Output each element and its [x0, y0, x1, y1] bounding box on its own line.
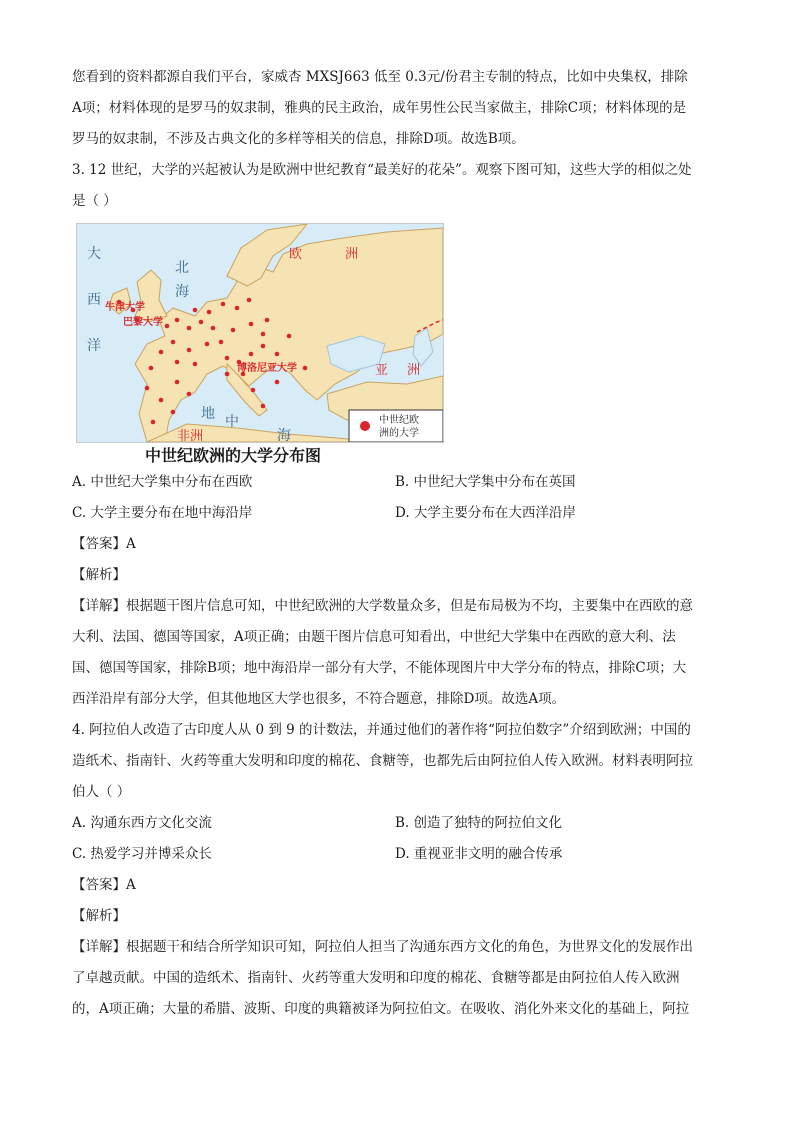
- question-4-stem-3: 伯人（ ）: [72, 784, 131, 800]
- university-dot: [231, 328, 236, 333]
- university-dot: [275, 352, 280, 357]
- university-dot: [225, 356, 230, 361]
- map-label-med-1: 地: [201, 406, 215, 422]
- question-3-stem-2: 是（ ）: [72, 193, 117, 209]
- question-3-detail-4: 西洋沿岸有部分大学，但其他地区大学也很多，不符合题意，排除D项。故选A项。: [72, 691, 566, 707]
- map-legend: [349, 410, 443, 442]
- university-dot: [275, 380, 280, 385]
- map-label-north-1: 北: [175, 260, 189, 276]
- question-3-answer: 【答案】A: [72, 536, 136, 552]
- question-3-detail-1: 【详解】根据题干图片信息可知，中世纪欧洲的大学数量众多，但是布局极为不均，主要集中在西欧的意: [72, 598, 693, 614]
- university-dot: [211, 326, 216, 331]
- university-dot: [251, 388, 256, 393]
- question-4-stem-2: 造纸术、指南针、火药等重大发明和印度的棉花、食糖等，也都先后由阿拉伯人传入欧洲。材料表明阿拉: [72, 753, 693, 769]
- map-label-bologna: 博洛尼亚大学: [237, 363, 297, 374]
- university-dot: [221, 302, 226, 307]
- map-label-asia-2: 洲: [407, 363, 421, 378]
- option-a[interactable]: A. 中世纪大学集中分布在西欧: [72, 474, 253, 490]
- question-4-stem-1: 4. 阿拉伯人改造了古印度人从 0 到 9 的计数法，并通过他们的著作将“阿拉伯数字”介绍到欧洲；中国的: [72, 722, 691, 738]
- legend-label-1: 中世纪欧: [379, 415, 419, 426]
- university-dot: [193, 362, 198, 367]
- university-dot: [261, 404, 266, 409]
- university-dot: [187, 348, 192, 353]
- university-dot: [261, 344, 266, 349]
- map-caption: 中世纪欧洲的大学分布图: [145, 446, 322, 465]
- university-dot: [265, 318, 270, 323]
- question-3-stem-1: 3. 12 世纪，大学的兴起被认为是欧洲中世纪教育“最美好的花朵”。观察下图可知，这些大学的相似之处: [72, 162, 692, 178]
- map-label-med-2: 中: [225, 414, 239, 430]
- intro-line-1: 您看到的资料都源自我们平台，家威杏 MXSJ663 低至 0.3元/份君主专制的特点，比如中央集权，排除: [72, 69, 688, 85]
- university-dot: [235, 306, 240, 311]
- map-label-europe-2: 洲: [345, 247, 359, 262]
- option-d[interactable]: D. 重视亚非文明的融合传承: [395, 846, 563, 862]
- map-label-north-2: 海: [175, 284, 189, 300]
- university-dot: [205, 342, 210, 347]
- university-dot: [175, 360, 180, 365]
- map-label-ocean-3: 洋: [87, 338, 101, 354]
- option-c[interactable]: C. 大学主要分布在地中海沿岸: [72, 505, 253, 521]
- university-dot: [249, 352, 254, 357]
- university-dot: [303, 366, 308, 371]
- europe-universities-map: [76, 223, 444, 443]
- document-page: [72, 62, 724, 1025]
- question-4-detail-2: 了卓越贡献。中国的造纸术、指南针、火药等重大发明和印度的棉花、食糖等都是由阿拉伯人传入欧洲: [72, 970, 680, 986]
- university-dot: [151, 420, 156, 425]
- university-dot: [171, 410, 176, 415]
- university-dot: [249, 322, 254, 327]
- map-label-ocean-2: 西: [87, 292, 101, 308]
- question-4-analysis-heading: 【解析】: [72, 908, 126, 924]
- university-dot: [171, 340, 176, 345]
- university-dot: [225, 372, 230, 377]
- map-graphic: [77, 224, 443, 442]
- intro-line-3: 罗马的奴隶制，不涉及古典文化的多样等相关的信息，排除D项。故选B项。: [72, 131, 525, 147]
- question-3-detail-2: 大利、法国、德国等国家，A项正确；由题干图片信息可知看出，中世纪大学集中在西欧的意大利、法: [72, 629, 676, 645]
- map-label-paris: 巴黎大学: [123, 317, 163, 328]
- land-britain: [135, 270, 167, 322]
- question-3-analysis-heading: 【解析】: [72, 567, 126, 583]
- map-label-africa: 非洲: [177, 429, 204, 442]
- university-dot: [159, 350, 164, 355]
- university-dot: [193, 308, 198, 313]
- question-3-options: [72, 467, 724, 529]
- university-dot: [187, 392, 192, 397]
- intro-line-2: A项；材料体现的是罗马的奴隶制，雅典的民主政治，成年男性公民当家做主，排除C项；材料体现的是: [72, 100, 687, 116]
- option-b[interactable]: B. 创造了独特的阿拉伯文化: [395, 815, 563, 831]
- legend-label-2: 洲的大学: [379, 428, 419, 439]
- question-4-detail-3: 的，A项正确；大量的希腊、波斯、印度的典籍被译为阿拉伯文。在吸收、消化外来文化的基础上，阿拉: [72, 1001, 690, 1017]
- option-c[interactable]: C. 热爱学习并博采众长: [72, 846, 212, 862]
- map-label-oxford: 牛津大学: [105, 302, 145, 313]
- map-label-ocean-1: 大: [87, 246, 101, 262]
- map-label-asia-1: 亚: [375, 363, 389, 378]
- university-dot: [175, 380, 180, 385]
- option-a[interactable]: A. 沟通东西方文化交流: [72, 815, 212, 831]
- university-dot: [149, 366, 154, 371]
- university-dot: [199, 320, 204, 325]
- option-d[interactable]: D. 大学主要分布在大西洋沿岸: [395, 505, 576, 521]
- question-3-detail-3: 国、德国等国家，排除B项；地中海沿岸一部分有大学，不能体现图片中大学分布的特点，排除C项；大: [72, 660, 687, 676]
- option-b[interactable]: B. 中世纪大学集中分布在英国: [395, 474, 576, 490]
- question-4-detail-1: 【详解】根据题干和结合所学知识可知，阿拉伯人担当了沟通东西方文化的角色，为世界文化的发展作出: [72, 939, 693, 955]
- map-label-med-3: 海: [277, 428, 291, 442]
- university-dot: [287, 334, 292, 339]
- question-4-answer: 【答案】A: [72, 877, 136, 893]
- legend-dot-icon: [360, 421, 370, 431]
- university-dot: [145, 386, 150, 391]
- university-dot: [261, 332, 266, 337]
- university-dot: [187, 326, 192, 331]
- map-label-europe-1: 欧: [289, 247, 303, 262]
- university-dot: [159, 398, 164, 403]
- map-figure: [76, 223, 442, 443]
- university-dot: [219, 340, 224, 345]
- university-dot: [175, 318, 180, 323]
- question-4-options: [72, 808, 724, 870]
- university-dot: [247, 298, 252, 303]
- university-dot: [165, 324, 170, 329]
- university-dot: [207, 310, 212, 315]
